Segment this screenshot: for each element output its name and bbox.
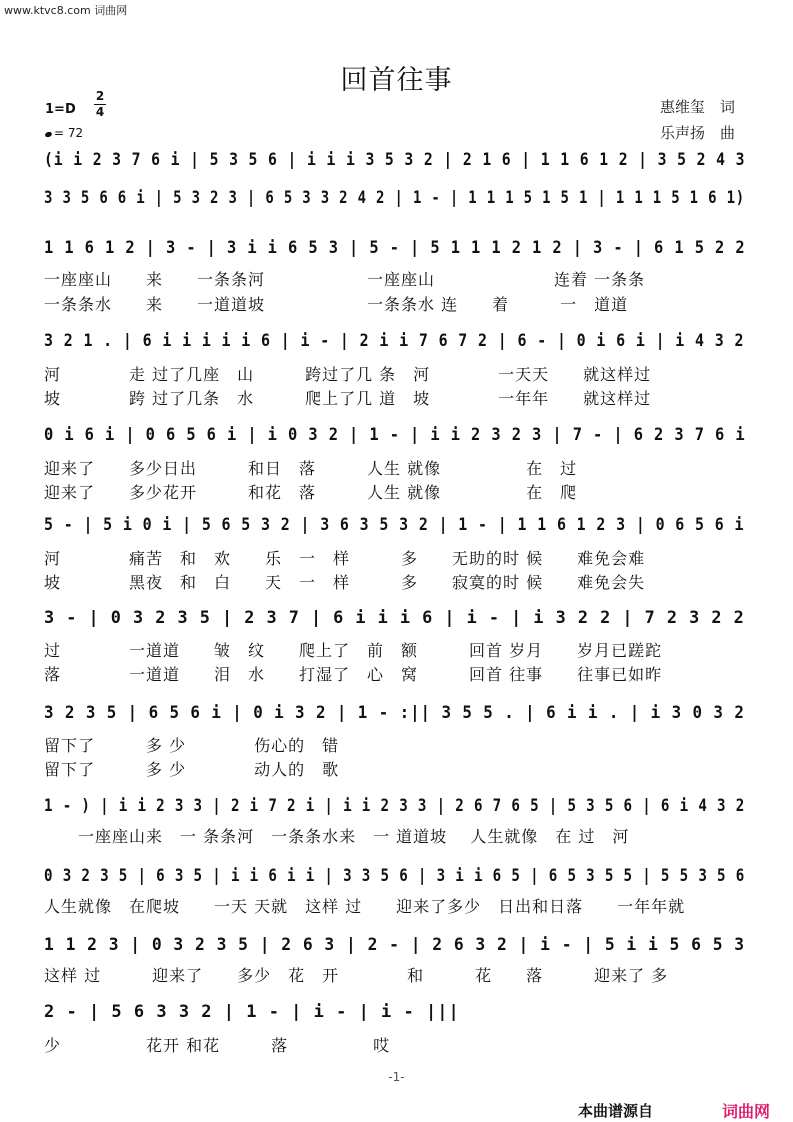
- source-note: 本曲谱源自: [578, 1102, 654, 1120]
- tempo-value: = 72: [54, 126, 84, 140]
- meter-top: 2: [95, 89, 105, 103]
- key-signature: 1=D: [45, 102, 76, 117]
- lyric-line: 留下了 多 少 伤心的 错: [44, 736, 340, 755]
- lyric-line: 人生就像 在爬坡 一天 天就 这样 过 迎来了多少 日出和日落 一年年就: [44, 897, 686, 916]
- lyric-line: 少 花开 和花 落 哎: [44, 1036, 391, 1055]
- lyric-line: 过 一道道 皱 纹 爬上了 前 额 回首 岁月 岁月已蹉跎: [44, 641, 663, 660]
- page-title: 回首往事: [340, 65, 453, 96]
- site-url: www.ktvc8.com 词曲网: [4, 4, 128, 17]
- lyric-line: 坡 黑夜 和 白 天 一 样 多 寂寞的时 候 难免会失: [44, 573, 646, 592]
- staff-line: 0 i 6 i | 0 6 5 6 i | i 0 3 2 | 1 - | i i 2 3 2 3 | 7 - | 6 2 3 7 6 i: [44, 425, 746, 445]
- staff-line: 1 1 2 3 | 0 3 2 3 5 | 2 6 3 | 2 - | 2 6 3 2 | i - | 5 i i 5 6 5 3: [44, 935, 746, 955]
- lyric-line: 河 走 过了几座 山 跨过了几 条 河 一天天 就这样过: [44, 365, 652, 384]
- lyric-line: 迎来了 多少日出 和日 落 人生 就像 在 过: [44, 459, 578, 478]
- site-logo[interactable]: 词曲网: [722, 1102, 771, 1121]
- staff-line: 3 - | 0 3 2 3 5 | 2 3 7 | 6 i i i 6 | i - | i 3 2 2 | 7 2 3 2 2: [44, 608, 745, 628]
- tempo-marking: [45, 126, 83, 140]
- staff-line: 3 2 3 5 | 6 5 6 i | 0 i 3 2 | 1 - :|| 3 5 5 . | 6 i i . | i 3 0 3 2: [44, 703, 745, 723]
- quarter-note-icon: [44, 131, 52, 138]
- staff-line: 0 3 2 3 5 | 6 3 5 | i i 6 i i | 3 3 5 6 | 3 i i 6 5 | 6 5 3 5 5 | 5 5 3 5 6: [44, 866, 746, 886]
- composer-credit: 乐声扬 曲: [660, 124, 736, 142]
- meter-bottom: 4: [95, 105, 105, 119]
- lyric-line: 一条条水 来 一道道坡 一条条水 连 着 一 道道: [44, 295, 629, 314]
- lyric-line: 落 一道道 泪 水 打湿了 心 窝 回首 往事 往事已如昨: [44, 665, 663, 684]
- lyric-line: 这样 过 迎来了 多少 花 开 和 花 落 迎来了 多: [44, 966, 669, 985]
- staff-line: (i i 2 3 7 6 i | 5 3 5 6 | i i i 3 5 3 2 | 2 1 6 | 1 1 6 1 2 | 3 5 2 4 3: [44, 150, 746, 170]
- lyric-line: 一座座山 来 一条条河 一座座山 连着 一条条: [44, 270, 646, 289]
- staff-line: 1 1 6 1 2 | 3 - | 3 i i 6 5 3 | 5 - | 5 1 1 1 2 1 2 | 3 - | 6 1 5 2 2: [44, 238, 746, 258]
- staff-line: 1 - ) | i i 2 3 3 | 2 i 7 2 i | i i 2 3 3 | 2 6 7 6 5 | 5 3 5 6 | 6 i 4 3 2: [44, 796, 746, 816]
- lyric-line: 留下了 多 少 动人的 歌: [44, 760, 340, 779]
- time-signature: [94, 90, 106, 119]
- lyric-line: 河 痛苦 和 欢 乐 一 样 多 无助的时 候 难免会难: [44, 549, 646, 568]
- staff-line: 3 3 5 6 6 i | 5 3 2 3 | 6 5 3 3 2 4 2 | 1 - | 1 1 1 5 1 5 1 | 1 1 1 5 1 6 1): [44, 188, 746, 208]
- lyricist-credit: 惠维玺 词: [660, 98, 736, 116]
- lyric-line: 迎来了 多少花开 和花 落 人生 就像 在 爬: [44, 483, 578, 502]
- staff-line: 3 2 1 . | 6 i i i i i 6 | i - | 2 i i 7 6 7 2 | 6 - | 0 i 6 i | i 4 3 2: [44, 331, 745, 351]
- lyric-line: 一座座山来 一 条条河 一条条水来 一 道道坡 人生就像 在 过 河: [44, 827, 630, 846]
- page-number: -1-: [388, 1070, 405, 1084]
- staff-line: 5 - | 5 i 0 i | 5 6 5 3 2 | 3 6 3 5 3 2 | 1 - | 1 1 6 1 2 3 | 0 6 5 6 i: [44, 515, 745, 535]
- lyric-line: 坡 跨 过了几条 水 爬上了几 道 坡 一年年 就这样过: [44, 389, 652, 408]
- staff-line: 2 - | 5 6 3 3 2 | 1 - | i - | i - |||: [44, 1002, 460, 1022]
